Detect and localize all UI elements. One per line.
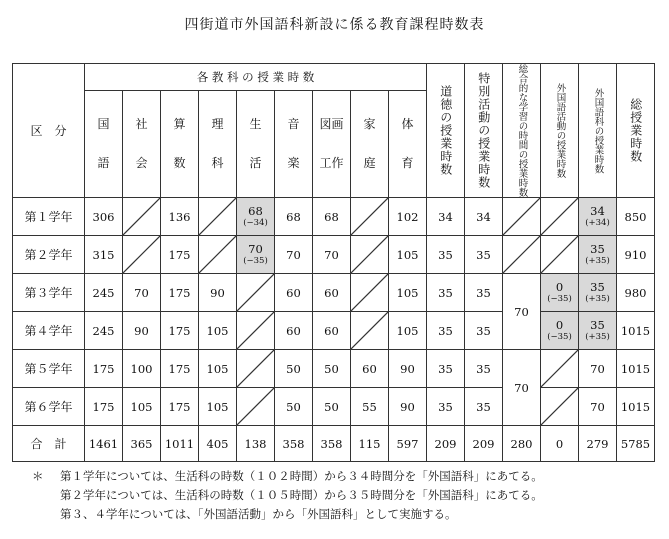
cell-shakai bbox=[123, 198, 161, 236]
header-row bbox=[13, 64, 655, 91]
grade-label-cell bbox=[13, 236, 85, 274]
cell-value: 70 bbox=[324, 247, 339, 262]
diagonal-slash bbox=[351, 312, 388, 349]
cell-katei bbox=[351, 388, 389, 426]
subject-char: 育 bbox=[401, 156, 414, 171]
subject-char: 会 bbox=[135, 156, 148, 171]
grade-label-cell bbox=[13, 312, 85, 350]
grade-label-cell bbox=[13, 274, 85, 312]
cell-value: 90 bbox=[400, 361, 415, 376]
cell-kokugo bbox=[85, 198, 123, 236]
subject-char: 科 bbox=[211, 156, 224, 171]
cell-adjustment: (−35) bbox=[243, 256, 268, 267]
cell-value: 105 bbox=[396, 323, 419, 338]
diagonal-slash bbox=[237, 350, 274, 387]
cell-seikatsu bbox=[237, 350, 275, 388]
cell-taiiku bbox=[389, 350, 427, 388]
gaikokugo-katsudou-header-label: 外国語活動の授業時数 bbox=[554, 83, 566, 178]
cell-rika bbox=[199, 312, 237, 350]
cell-gk_katsudou bbox=[541, 274, 579, 312]
cell-shakai bbox=[123, 312, 161, 350]
cell-value: 35 bbox=[590, 317, 605, 332]
cell-value: 175 bbox=[168, 323, 191, 338]
total-cell-kokugo bbox=[85, 426, 123, 462]
total-value: 0 bbox=[555, 436, 564, 451]
diagonal-slash bbox=[351, 236, 388, 273]
cell-total bbox=[617, 388, 655, 426]
cell-ongaku bbox=[275, 350, 313, 388]
total-value: 115 bbox=[358, 436, 381, 451]
total-header bbox=[617, 64, 655, 198]
cell-value: 55 bbox=[362, 399, 377, 414]
cell-seikatsu bbox=[237, 236, 275, 274]
diagonal-slash bbox=[199, 198, 236, 235]
cell-value: 60 bbox=[324, 323, 339, 338]
cell-adjustment: (+34) bbox=[585, 218, 610, 229]
cell-value: 68 bbox=[286, 209, 301, 224]
cell-zuga bbox=[313, 274, 351, 312]
cell-gk_ka bbox=[579, 388, 617, 426]
cell-value: 175 bbox=[168, 247, 191, 262]
cell-tokkatsu bbox=[465, 388, 503, 426]
cell-value: 105 bbox=[396, 247, 419, 262]
cell-shakai bbox=[123, 274, 161, 312]
cell-value: 50 bbox=[286, 399, 301, 414]
cell-value: 306 bbox=[92, 209, 115, 224]
cell-value: 70 bbox=[286, 247, 301, 262]
cell-gk_ka bbox=[579, 312, 617, 350]
cell-tokkatsu bbox=[465, 274, 503, 312]
cell-value: 90 bbox=[134, 323, 149, 338]
grade-label-cell bbox=[13, 388, 85, 426]
cell-adjustment: (−35) bbox=[547, 332, 572, 343]
cell-seikatsu bbox=[237, 274, 275, 312]
cell-value: 70 bbox=[514, 304, 529, 319]
subject-header bbox=[237, 90, 275, 197]
diagonal-slash bbox=[237, 388, 274, 425]
subject-header bbox=[123, 90, 161, 197]
cell-value: 315 bbox=[92, 247, 115, 262]
cell-sansu bbox=[161, 198, 199, 236]
cell-doutoku bbox=[427, 312, 465, 350]
cell-doutoku bbox=[427, 236, 465, 274]
cell-value: 0 bbox=[555, 317, 564, 332]
subject-char: 図画 bbox=[319, 117, 344, 132]
cell-value: 245 bbox=[92, 323, 115, 338]
sougou-header bbox=[503, 64, 541, 198]
total-value: 138 bbox=[244, 436, 267, 451]
total-cell-rika bbox=[199, 426, 237, 462]
diagonal-slash bbox=[123, 236, 160, 273]
cell-value: 70 bbox=[590, 399, 605, 414]
total-cell-doutoku bbox=[427, 426, 465, 462]
total-value: 405 bbox=[206, 436, 229, 451]
cell-sansu bbox=[161, 274, 199, 312]
diagonal-slash bbox=[199, 236, 236, 273]
total-value: 279 bbox=[586, 436, 609, 451]
diagonal-slash bbox=[351, 274, 388, 311]
grade-label: 第５学年 bbox=[24, 362, 73, 376]
cell-kokugo bbox=[85, 236, 123, 274]
sougou-header-label: 総合的な学習の時間の授業時数 bbox=[516, 64, 528, 197]
cell-value: 50 bbox=[286, 361, 301, 376]
cell-value: 100 bbox=[130, 361, 153, 376]
cell-value: 175 bbox=[168, 361, 191, 376]
total-value: 209 bbox=[472, 436, 495, 451]
cell-value: 175 bbox=[92, 361, 115, 376]
cell-ongaku bbox=[275, 312, 313, 350]
subject-header bbox=[161, 90, 199, 197]
subject-header bbox=[199, 90, 237, 197]
subjects-group-header bbox=[85, 64, 427, 91]
cell-value: 70 bbox=[590, 361, 605, 376]
total-cell-zuga bbox=[313, 426, 351, 462]
cell-adjustment: (−34) bbox=[243, 218, 268, 229]
cell-sansu bbox=[161, 350, 199, 388]
cell-seikatsu bbox=[237, 388, 275, 426]
cell-rika bbox=[199, 236, 237, 274]
grade-label-cell bbox=[13, 198, 85, 236]
cell-rika bbox=[199, 350, 237, 388]
cell-value: 175 bbox=[168, 285, 191, 300]
cell-value: 105 bbox=[206, 323, 229, 338]
grade-label: 第３学年 bbox=[24, 286, 73, 300]
cell-taiiku bbox=[389, 388, 427, 426]
cell-seikatsu bbox=[237, 312, 275, 350]
cell-katei bbox=[351, 350, 389, 388]
subject-char: 庭 bbox=[363, 156, 376, 171]
cell-shakai bbox=[123, 388, 161, 426]
cell-value: 245 bbox=[92, 285, 115, 300]
subject-char: 語 bbox=[97, 156, 110, 171]
table-row bbox=[13, 350, 655, 388]
total-value: 280 bbox=[510, 436, 533, 451]
subject-char: 算 bbox=[173, 117, 186, 132]
cell-value: 35 bbox=[590, 279, 605, 294]
cell-value: 35 bbox=[438, 285, 453, 300]
gaikokugo-ka-header bbox=[579, 64, 617, 198]
cell-rika bbox=[199, 198, 237, 236]
total-value: 1461 bbox=[88, 436, 119, 451]
cell-katei bbox=[351, 274, 389, 312]
cell-value: 90 bbox=[210, 285, 225, 300]
kubun-header bbox=[13, 64, 85, 198]
cell-ongaku bbox=[275, 198, 313, 236]
table-row bbox=[13, 236, 655, 274]
cell-gk_katsudou bbox=[541, 198, 579, 236]
cell-value: 850 bbox=[624, 209, 647, 224]
diagonal-slash bbox=[541, 388, 578, 425]
cell-tokkatsu bbox=[465, 198, 503, 236]
cell-gk_ka bbox=[579, 274, 617, 312]
total-header-label: 総授業時数 bbox=[628, 98, 643, 163]
cell-kokugo bbox=[85, 312, 123, 350]
subject-header bbox=[351, 90, 389, 197]
cell-gk_katsudou bbox=[541, 312, 579, 350]
total-value: 358 bbox=[320, 436, 343, 451]
cell-value: 175 bbox=[168, 399, 191, 414]
cell-sougou bbox=[503, 274, 541, 350]
cell-value: 35 bbox=[476, 399, 491, 414]
gaikokugo-ka-header-label: 外国語科の授業時数 bbox=[592, 87, 604, 174]
total-cell-total bbox=[617, 426, 655, 462]
cell-sansu bbox=[161, 388, 199, 426]
total-value: 5785 bbox=[620, 436, 651, 451]
cell-value: 68 bbox=[324, 209, 339, 224]
diagonal-slash bbox=[503, 236, 540, 273]
cell-tokkatsu bbox=[465, 350, 503, 388]
cell-value: 60 bbox=[286, 323, 301, 338]
doutoku-header bbox=[427, 64, 465, 198]
cell-value: 0 bbox=[555, 279, 564, 294]
cell-shakai bbox=[123, 236, 161, 274]
total-cell-ongaku bbox=[275, 426, 313, 462]
note-asterisk: ＊ bbox=[32, 469, 44, 483]
curriculum-hours-table bbox=[12, 63, 655, 462]
total-cell-shakai bbox=[123, 426, 161, 462]
cell-sougou bbox=[503, 236, 541, 274]
grade-label: 第４学年 bbox=[24, 324, 73, 338]
note-line: 第３、４学年については、「外国語活動」から「外国語科」として実施する。 bbox=[60, 507, 457, 521]
cell-ongaku bbox=[275, 236, 313, 274]
cell-value: 910 bbox=[624, 247, 647, 262]
subject-header bbox=[85, 90, 123, 197]
cell-value: 70 bbox=[514, 380, 529, 395]
cell-value: 35 bbox=[438, 323, 453, 338]
total-cell-sougou bbox=[503, 426, 541, 462]
cell-value: 34 bbox=[476, 209, 491, 224]
cell-shakai bbox=[123, 350, 161, 388]
cell-adjustment: (+35) bbox=[585, 294, 610, 305]
cell-ongaku bbox=[275, 388, 313, 426]
cell-rika bbox=[199, 388, 237, 426]
cell-total bbox=[617, 274, 655, 312]
cell-value: 60 bbox=[324, 285, 339, 300]
cell-katei bbox=[351, 312, 389, 350]
cell-katei bbox=[351, 236, 389, 274]
cell-sougou bbox=[503, 350, 541, 426]
cell-value: 90 bbox=[400, 399, 415, 414]
cell-zuga bbox=[313, 198, 351, 236]
diagonal-slash bbox=[541, 350, 578, 387]
table-row bbox=[13, 388, 655, 426]
cell-value: 34 bbox=[590, 203, 605, 218]
grade-label: 第１学年 bbox=[24, 210, 73, 224]
cell-zuga bbox=[313, 388, 351, 426]
grade-label: 第２学年 bbox=[24, 248, 73, 262]
cell-value: 70 bbox=[134, 285, 149, 300]
cell-value: 102 bbox=[396, 209, 419, 224]
cell-gk_ka bbox=[579, 350, 617, 388]
cell-value: 35 bbox=[438, 247, 453, 262]
subject-char: 活 bbox=[249, 156, 262, 171]
subject-char: 楽 bbox=[287, 156, 300, 171]
subject-char: 数 bbox=[173, 156, 186, 171]
cell-value: 35 bbox=[438, 399, 453, 414]
cell-sansu bbox=[161, 236, 199, 274]
subject-char: 体 bbox=[401, 117, 414, 132]
cell-value: 50 bbox=[324, 361, 339, 376]
total-value: 358 bbox=[282, 436, 305, 451]
cell-value: 35 bbox=[438, 361, 453, 376]
cell-kokugo bbox=[85, 274, 123, 312]
cell-value: 980 bbox=[624, 285, 647, 300]
cell-value: 70 bbox=[248, 241, 263, 256]
cell-value: 60 bbox=[286, 285, 301, 300]
total-cell-tokkatsu bbox=[465, 426, 503, 462]
cell-taiiku bbox=[389, 312, 427, 350]
cell-sougou bbox=[503, 198, 541, 236]
tokkatsu-header bbox=[465, 64, 503, 198]
total-cell-sansu bbox=[161, 426, 199, 462]
subject-char: 社 bbox=[135, 117, 148, 132]
subject-header bbox=[275, 90, 313, 197]
cell-gk_katsudou bbox=[541, 350, 579, 388]
totals-row bbox=[13, 426, 655, 462]
doutoku-header-label: 道徳の授業時数 bbox=[438, 85, 453, 176]
diagonal-slash bbox=[237, 312, 274, 349]
cell-seikatsu bbox=[237, 198, 275, 236]
grade-label-cell bbox=[13, 350, 85, 388]
total-value: 365 bbox=[130, 436, 153, 451]
cell-ongaku bbox=[275, 274, 313, 312]
cell-gk_ka bbox=[579, 236, 617, 274]
cell-tokkatsu bbox=[465, 312, 503, 350]
cell-value: 136 bbox=[168, 209, 191, 224]
cell-adjustment: (+35) bbox=[585, 256, 610, 267]
subject-char: 工作 bbox=[319, 156, 344, 171]
total-cell-gk_katsudou bbox=[541, 426, 579, 462]
cell-doutoku bbox=[427, 388, 465, 426]
total-cell-taiiku bbox=[389, 426, 427, 462]
cell-sansu bbox=[161, 312, 199, 350]
subject-char: 生 bbox=[249, 117, 262, 132]
cell-value: 35 bbox=[476, 323, 491, 338]
total-cell-katei bbox=[351, 426, 389, 462]
diagonal-slash bbox=[123, 198, 160, 235]
table-row bbox=[13, 274, 655, 312]
cell-gk_ka bbox=[579, 198, 617, 236]
cell-value: 105 bbox=[206, 361, 229, 376]
cell-value: 34 bbox=[438, 209, 453, 224]
diagonal-slash bbox=[237, 274, 274, 311]
cell-doutoku bbox=[427, 274, 465, 312]
cell-value: 35 bbox=[476, 247, 491, 262]
tokkatsu-header-label: 特別活動の授業時数 bbox=[476, 72, 491, 189]
cell-value: 105 bbox=[130, 399, 153, 414]
cell-value: 1015 bbox=[620, 323, 651, 338]
diagonal-slash bbox=[541, 198, 578, 235]
totals-label: 合 計 bbox=[30, 437, 67, 451]
cell-taiiku bbox=[389, 198, 427, 236]
subject-char: 国 bbox=[97, 117, 110, 132]
subject-char: 理 bbox=[211, 117, 224, 132]
cell-gk_katsudou bbox=[541, 388, 579, 426]
table-row bbox=[13, 312, 655, 350]
cell-zuga bbox=[313, 312, 351, 350]
subjects-group-label: 各 教 科 の 授 業 時 数 bbox=[196, 69, 315, 84]
cell-zuga bbox=[313, 350, 351, 388]
subject-header bbox=[389, 90, 427, 197]
cell-adjustment: (+35) bbox=[585, 332, 610, 343]
cell-value: 68 bbox=[248, 203, 263, 218]
cell-zuga bbox=[313, 236, 351, 274]
cell-total bbox=[617, 350, 655, 388]
cell-rika bbox=[199, 274, 237, 312]
cell-adjustment: (−35) bbox=[547, 294, 572, 305]
cell-taiiku bbox=[389, 236, 427, 274]
total-cell-gk_ka bbox=[579, 426, 617, 462]
total-cell-seikatsu bbox=[237, 426, 275, 462]
cell-doutoku bbox=[427, 198, 465, 236]
cell-katei bbox=[351, 198, 389, 236]
total-value: 209 bbox=[434, 436, 457, 451]
cell-value: 50 bbox=[324, 399, 339, 414]
kubun-label: 区 分 bbox=[30, 124, 67, 138]
cell-value: 35 bbox=[590, 241, 605, 256]
note-line: 第２学年については、生活科の時数（１０５時間）から３５時間分を「外国語科」にあてる。 bbox=[60, 488, 543, 502]
diagonal-slash bbox=[503, 198, 540, 235]
table-row bbox=[13, 198, 655, 236]
grade-label: 第６学年 bbox=[24, 400, 73, 414]
diagonal-slash bbox=[541, 236, 578, 273]
cell-total bbox=[617, 236, 655, 274]
note-line: 第１学年については、生活科の時数（１０２時間）から３４時間分を「外国語科」にあてる。 bbox=[60, 469, 543, 483]
cell-value: 105 bbox=[396, 285, 419, 300]
total-value: 597 bbox=[396, 436, 419, 451]
cell-gk_katsudou bbox=[541, 236, 579, 274]
cell-value: 105 bbox=[206, 399, 229, 414]
totals-label-cell bbox=[13, 426, 85, 462]
cell-value: 35 bbox=[476, 361, 491, 376]
subject-header bbox=[313, 90, 351, 197]
cell-doutoku bbox=[427, 350, 465, 388]
page-title: 四街道市外国語科新設に係る教育課程時数表 bbox=[184, 17, 485, 33]
subject-char: 家 bbox=[363, 117, 376, 132]
cell-kokugo bbox=[85, 388, 123, 426]
subject-char: 音 bbox=[287, 117, 300, 132]
cell-total bbox=[617, 312, 655, 350]
cell-tokkatsu bbox=[465, 236, 503, 274]
cell-taiiku bbox=[389, 274, 427, 312]
footnotes bbox=[32, 467, 543, 524]
cell-value: 1015 bbox=[620, 361, 651, 376]
cell-value: 175 bbox=[92, 399, 115, 414]
gaikokugo-katsudou-header bbox=[541, 64, 579, 198]
cell-total bbox=[617, 198, 655, 236]
diagonal-slash bbox=[351, 198, 388, 235]
cell-value: 1015 bbox=[620, 399, 651, 414]
cell-kokugo bbox=[85, 350, 123, 388]
cell-value: 60 bbox=[362, 361, 377, 376]
total-value: 1011 bbox=[164, 436, 195, 451]
cell-value: 35 bbox=[476, 285, 491, 300]
